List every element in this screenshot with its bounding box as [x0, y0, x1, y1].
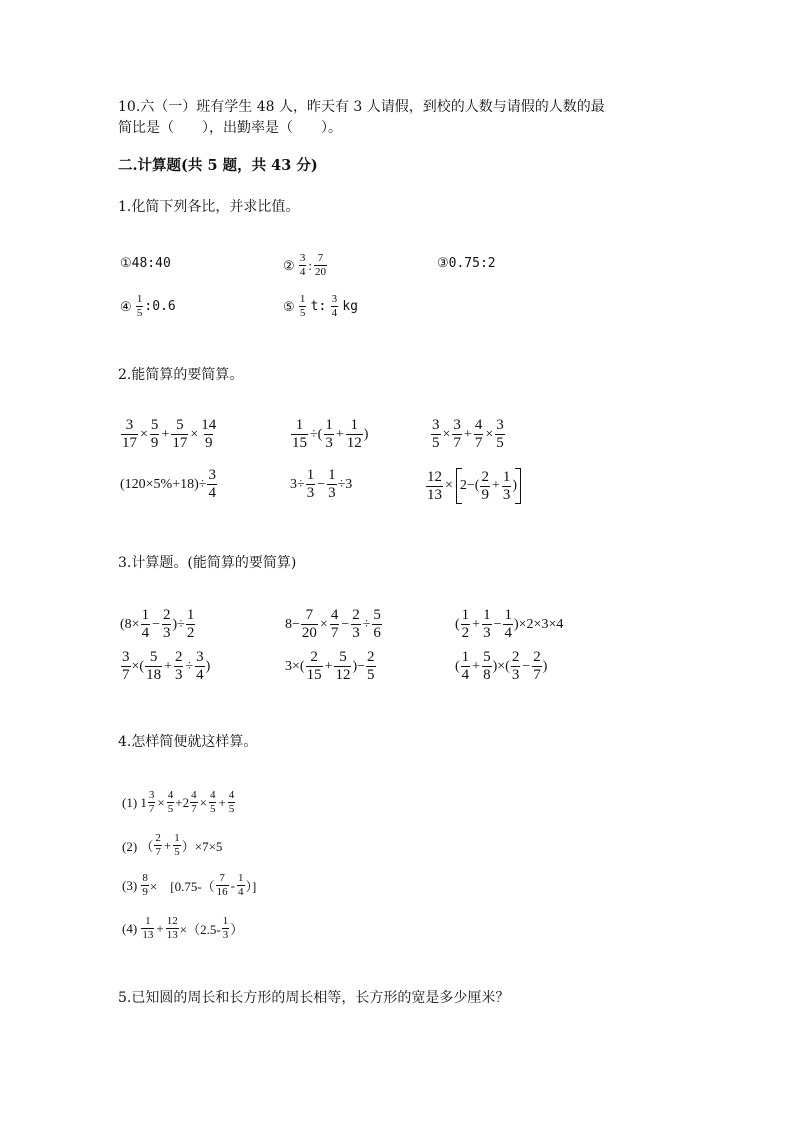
numerator: 2 — [310, 649, 318, 665]
numerator: 1 — [461, 607, 470, 623]
math-token: ÷3 — [337, 476, 353, 492]
numerator: 3 — [208, 467, 216, 483]
math-token: (4) — [122, 920, 138, 936]
numerator: 1 — [328, 467, 336, 483]
math-token — [515, 468, 520, 469]
fraction — [306, 650, 323, 683]
p1-item-4 — [120, 294, 176, 319]
numerator: 1 — [461, 649, 470, 665]
math-token: + — [463, 426, 472, 442]
math-token: − — [317, 476, 326, 492]
fraction — [324, 418, 334, 451]
p1-item-2 — [283, 253, 328, 278]
denominator: 7 — [453, 435, 461, 451]
denominator: 5 — [367, 667, 375, 683]
math-token: ( — [455, 616, 460, 632]
fraction — [141, 608, 151, 641]
fraction — [145, 650, 162, 683]
fraction — [511, 650, 521, 683]
denominator: 7 — [533, 667, 541, 683]
numerator: 8 — [142, 872, 148, 884]
fraction — [216, 873, 229, 898]
fraction — [474, 418, 484, 451]
math-token: ） — [230, 922, 244, 937]
numerator: 4 — [228, 789, 235, 801]
denominator: 17 — [122, 435, 137, 451]
denominator: 4 — [461, 667, 470, 683]
fraction — [431, 418, 441, 451]
denominator: 4 — [208, 485, 216, 501]
numerator: 2 — [155, 832, 161, 844]
denominator: 15 — [306, 667, 322, 683]
fraction — [186, 608, 196, 641]
fraction — [222, 916, 230, 941]
denominator: 12 — [335, 667, 351, 683]
numerator: 4 — [474, 417, 483, 433]
p2-expr-3 — [430, 418, 506, 451]
denominator: 5 — [174, 846, 180, 858]
problem-1-title: 1.化简下列各比，并求比值。 — [118, 199, 300, 215]
fraction — [452, 418, 462, 451]
fraction — [330, 608, 340, 641]
math-token: )− — [352, 658, 366, 674]
p2-expr-2 — [290, 418, 368, 451]
math-token: (8× — [120, 616, 140, 632]
circled-4: ④ — [120, 298, 132, 314]
fraction — [148, 790, 156, 815]
math-token — [515, 503, 520, 504]
fraction — [495, 418, 505, 451]
numerator: 4 — [209, 789, 216, 801]
numerator: 3 — [432, 417, 440, 433]
denominator: 3 — [328, 485, 336, 501]
denominator: 7 — [191, 803, 197, 815]
denominator: 5 — [228, 803, 235, 815]
fraction — [190, 790, 198, 815]
denominator: 7 — [155, 846, 161, 858]
numerator: 3 — [299, 252, 306, 264]
numerator: 2 — [533, 649, 541, 665]
denominator: 13 — [142, 929, 154, 941]
math-token: × — [485, 426, 494, 442]
math-token: − — [493, 616, 502, 632]
denominator: 2 — [186, 625, 195, 641]
fraction — [461, 608, 471, 641]
math-token: × — [199, 794, 207, 810]
math-token: ）×7×5 — [181, 839, 223, 854]
fraction — [173, 833, 181, 858]
denominator: 7 — [330, 625, 339, 641]
denominator: 8 — [483, 667, 491, 683]
fraction — [532, 650, 542, 683]
math-token: - — [230, 877, 236, 893]
fraction — [121, 418, 138, 451]
fraction — [207, 468, 217, 501]
denominator: 3 — [162, 625, 171, 641]
fraction — [334, 650, 351, 683]
fraction — [195, 650, 205, 683]
math-token: ×( — [131, 658, 145, 674]
numerator: 3 — [453, 417, 461, 433]
math-token: − — [341, 616, 350, 632]
math-token: ÷ — [185, 658, 194, 674]
math-token: ÷ — [362, 616, 371, 632]
math-token: +2 — [175, 794, 190, 810]
problem-2-title: 2.能简算的要简算。 — [118, 367, 244, 383]
denominator: 4 — [504, 625, 512, 641]
denominator: 5 — [167, 803, 174, 815]
numerator: 5 — [483, 649, 491, 665]
math-token: + — [491, 478, 500, 493]
numerator: 14 — [201, 417, 217, 433]
fraction — [162, 608, 172, 641]
math-token: 8− — [285, 616, 300, 632]
denominator: 5 — [432, 435, 440, 451]
q10-line1: 10.六（一）班有学生 48 人，昨天有 3 人请假，到校的人数与请假的人数的最 — [118, 99, 605, 115]
p3-expr-4 — [120, 650, 210, 683]
math-token: + — [472, 658, 481, 674]
square-bracket — [456, 468, 521, 504]
denominator: 9 — [204, 435, 213, 451]
p3-expr-5 — [285, 650, 377, 683]
denominator: 3 — [306, 485, 315, 501]
math-token: × [0.75-（ — [149, 879, 215, 894]
fraction — [291, 418, 308, 451]
fraction — [314, 253, 327, 278]
q10-line2: 简比是（ ），出勤率是（ ）。 — [118, 120, 342, 136]
fraction — [167, 790, 175, 815]
numerator: 1 — [186, 607, 195, 623]
denominator: 2 — [461, 625, 470, 641]
p1-item-1: ①48:40 — [120, 256, 171, 271]
circled-2: ② — [283, 257, 295, 273]
math-token: − — [152, 616, 160, 632]
fraction — [209, 790, 217, 815]
math-token: ) — [205, 658, 211, 674]
denominator: 4 — [141, 625, 150, 641]
numerator: 1 — [136, 293, 143, 305]
numerator: 2 — [162, 607, 171, 623]
math-token: + — [156, 920, 164, 936]
fraction — [351, 608, 361, 641]
numerator: 5 — [150, 417, 159, 433]
denominator: 4 — [299, 266, 306, 278]
numerator: 2 — [481, 468, 489, 485]
denominator: 5 — [136, 307, 143, 319]
numerator: 1 — [295, 417, 304, 433]
numerator: 1 — [141, 607, 150, 623]
math-token: × — [140, 426, 148, 442]
math-token: ×（2.5- — [179, 922, 221, 937]
denominator: 17 — [172, 435, 188, 451]
math-token: × — [319, 616, 328, 632]
denominator: 13 — [166, 929, 178, 941]
math-token: )×( — [492, 658, 510, 674]
p2-expr-6 — [425, 468, 523, 504]
denominator: 9 — [481, 486, 489, 503]
circled-5: ⑤ — [283, 298, 295, 314]
denominator: 3 — [174, 667, 183, 683]
fraction — [166, 916, 179, 941]
math-token: + — [164, 658, 172, 674]
numerator: 7 — [219, 872, 225, 884]
numerator: 12 — [166, 915, 178, 927]
numerator: 1 — [222, 915, 229, 927]
denominator: 4 — [196, 667, 204, 683]
math-token: ÷( — [310, 426, 323, 442]
denominator: 9 — [142, 886, 148, 898]
denominator: 3 — [222, 929, 229, 941]
math-token: + — [335, 426, 344, 442]
numerator: 1 — [504, 607, 512, 623]
p1-item-5-mid: t: — [310, 299, 327, 314]
numerator: 1 — [299, 293, 306, 305]
denominator: 13 — [427, 486, 442, 503]
fraction — [136, 294, 144, 319]
denominator: 3 — [511, 667, 520, 683]
numerator: 2 — [511, 649, 520, 665]
numerator: 1 — [350, 417, 359, 433]
math-token: 3÷ — [290, 476, 305, 492]
p1-item-4-rest: :0.6 — [144, 299, 176, 314]
denominator: 18 — [146, 667, 162, 683]
numerator: 1 — [325, 417, 333, 433]
fraction — [327, 468, 337, 501]
problem-5-title: 5.已知圆的周长和长方形的周长相等，长方形的宽是多少厘米？ — [118, 990, 510, 1006]
numerator: 1 — [483, 607, 491, 623]
fraction — [121, 650, 131, 683]
numerator: 5 — [339, 649, 347, 665]
p3-expr-1 — [120, 608, 196, 641]
numerator: 3 — [496, 417, 504, 433]
denominator: 20 — [301, 625, 317, 641]
numerator: 1 — [502, 468, 511, 485]
numerator: 3 — [196, 649, 204, 665]
denominator: 4 — [331, 307, 338, 319]
fraction — [141, 873, 149, 898]
fraction — [306, 468, 316, 501]
fraction — [502, 470, 512, 503]
math-token: × — [190, 426, 199, 442]
p2-expr-4 — [120, 468, 218, 501]
denominator: 12 — [346, 435, 362, 451]
numerator: 1 — [145, 915, 151, 927]
denominator: 7 — [122, 667, 130, 683]
fraction — [503, 608, 513, 641]
math-token: ) — [542, 658, 548, 674]
math-token: (1) 1 — [122, 794, 147, 810]
p2-expr-5 — [290, 468, 352, 501]
denominator: 3 — [483, 625, 491, 641]
p1-item-5-unit: kg — [342, 299, 358, 314]
numerator: 2 — [174, 649, 183, 665]
fraction — [237, 873, 245, 898]
math-token: ) — [363, 426, 369, 442]
math-token: × — [157, 794, 165, 810]
denominator: 5 — [496, 435, 504, 451]
numerator: 4 — [191, 789, 197, 801]
denominator: 3 — [502, 486, 511, 503]
numerator: 3 — [125, 417, 134, 433]
fraction — [346, 418, 363, 451]
denominator: 16 — [216, 886, 228, 898]
fraction — [426, 470, 443, 503]
numerator: 12 — [427, 468, 442, 485]
math-token: 2−( — [459, 478, 480, 493]
fraction — [366, 650, 376, 683]
fraction — [171, 418, 188, 451]
math-token: + — [324, 658, 333, 674]
math-token: )×2×3×4 — [513, 616, 564, 632]
numerator: 2 — [352, 607, 360, 623]
math-token: − — [522, 658, 531, 674]
p2-expr-1 — [120, 418, 218, 451]
fraction — [331, 294, 339, 319]
p1-item-3: ③0.75:2 — [437, 256, 496, 271]
fraction — [174, 650, 184, 683]
math-token: + — [163, 837, 172, 853]
fraction — [461, 650, 471, 683]
numerator: 4 — [167, 789, 174, 801]
denominator: 7 — [148, 803, 155, 815]
numerator: 5 — [149, 649, 158, 665]
numerator: 4 — [330, 607, 339, 623]
denominator: 15 — [292, 435, 307, 451]
math-token: ( — [455, 658, 460, 674]
fraction — [372, 608, 382, 641]
problem-4-title: 4.怎样简便就这样算。 — [118, 734, 258, 750]
denominator: 6 — [373, 625, 381, 641]
p4-line-3 — [122, 873, 256, 898]
p4-line-1 — [122, 790, 236, 815]
colon: : — [308, 257, 313, 273]
p4-line-2 — [122, 833, 222, 858]
math-token: 3×( — [285, 658, 305, 674]
math-token: (2) （ — [122, 839, 154, 854]
numerator: 5 — [373, 607, 381, 623]
p1-item-5 — [283, 294, 358, 319]
numerator: 1 — [174, 832, 180, 844]
denominator: 3 — [352, 625, 360, 641]
p4-line-4 — [122, 916, 243, 941]
fraction — [482, 650, 492, 683]
numerator: 3 — [122, 649, 130, 665]
numerator: 1 — [306, 467, 315, 483]
numerator: 3 — [148, 789, 155, 801]
math-token: (120×5%+18)÷ — [120, 476, 207, 492]
denominator: 5 — [299, 307, 306, 319]
numerator: 2 — [367, 649, 375, 665]
math-token: + — [161, 426, 170, 442]
numerator: 7 — [317, 252, 324, 264]
fraction — [482, 608, 492, 641]
numerator: 1 — [238, 872, 244, 884]
math-token: + — [218, 794, 226, 810]
fraction — [480, 470, 490, 503]
math-token: ) — [512, 478, 518, 493]
denominator: 4 — [238, 886, 244, 898]
denominator: 20 — [315, 266, 327, 278]
math-token: )÷ — [172, 616, 185, 632]
section-heading: 二.计算题(共 5 题，共 43 分) — [118, 157, 318, 174]
math-token: ）] — [245, 879, 257, 894]
p3-expr-6 — [455, 650, 547, 683]
fraction — [299, 294, 307, 319]
fraction — [301, 608, 318, 641]
math-token: × — [442, 426, 451, 442]
fraction — [200, 418, 217, 451]
fraction — [150, 418, 160, 451]
p3-expr-2 — [285, 608, 383, 641]
denominator: 3 — [325, 435, 333, 451]
fraction — [154, 833, 162, 858]
fraction — [228, 790, 236, 815]
math-token: + — [472, 616, 481, 632]
problem-3-title: 3.计算题。(能简算的要简算) — [118, 555, 297, 571]
fraction — [141, 916, 154, 941]
math-token: × — [445, 478, 453, 493]
denominator: 7 — [474, 435, 483, 451]
math-token: (3) — [122, 877, 138, 893]
denominator: 9 — [150, 435, 159, 451]
numerator: 7 — [305, 607, 314, 623]
numerator: 3 — [331, 293, 338, 305]
p3-expr-3 — [455, 608, 563, 641]
fraction — [299, 253, 307, 278]
numerator: 5 — [176, 417, 184, 433]
denominator: 5 — [209, 803, 216, 815]
